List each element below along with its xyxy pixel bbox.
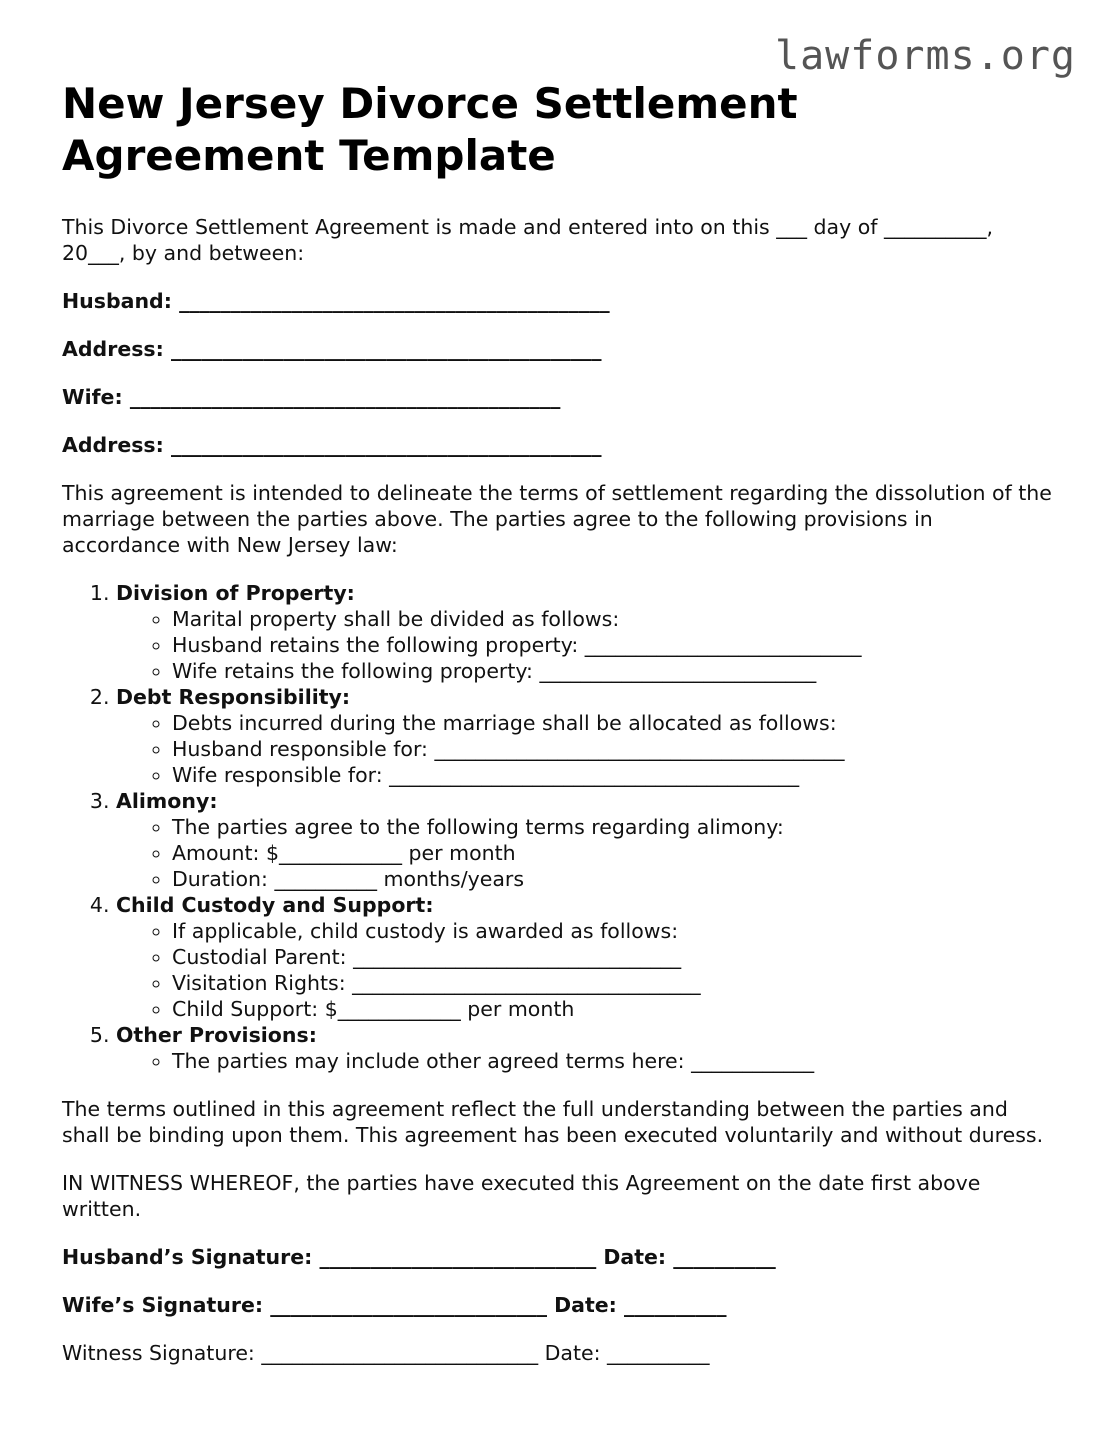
list-item: ◦ The parties agree to the following terms regarding alimony: [172, 814, 1052, 840]
title-line-1: New Jersey Divorce Settlement [62, 79, 798, 128]
section-other-provisions [116, 1022, 1052, 1074]
section-alimony [116, 788, 1052, 892]
list-item: ◦ Husband retains the following property: ___________________________ [172, 632, 1052, 658]
field-label: Address: [62, 433, 164, 457]
brand-watermark: lawforms.org [775, 33, 1076, 79]
field-label: Husband: [62, 289, 172, 313]
field-blank[interactable]: __________________________________________ [170, 337, 602, 361]
field-blank[interactable]: __________________________________________ [170, 433, 602, 457]
field-blank[interactable]: __________________________________________ [129, 385, 561, 409]
list-item: ◦ Amount: $____________ per month [172, 840, 1052, 866]
field-label: Wife: [62, 385, 123, 409]
list-item: ◦ Custodial Parent: ________________________________ [172, 944, 1052, 970]
wife-signature-line[interactable]: Wife’s Signature: ___________________________ Date: __________ [62, 1293, 727, 1317]
list-item: ◦ Duration: __________ months/years [172, 866, 1052, 892]
list-item: ◦ Debts incurred during the marriage shall be allocated as follows: [172, 710, 1052, 736]
husband-address-field[interactable] [62, 336, 1052, 362]
section-title: Division of Property: [116, 581, 355, 605]
section-title: Debt Responsibility: [116, 685, 351, 709]
field-label: Address: [62, 337, 164, 361]
list-item: ◦ If applicable, child custody is awarded as follows: [172, 918, 1052, 944]
section-title: Alimony: [116, 789, 218, 813]
purpose-paragraph: This agreement is intended to delineate the terms of settlement regarding the dissolution of the marriage between the parties above. The parties agree to the following provisions in accordance with New Jersey law: [62, 481, 1052, 557]
document-title [62, 78, 1052, 182]
list-item: ◦ Child Support: $____________ per month [172, 996, 1052, 1022]
section-items [116, 606, 1052, 684]
section-items [116, 710, 1052, 788]
section-title: Child Custody and Support: [116, 893, 434, 917]
section-items [116, 814, 1052, 892]
list-item: ◦ Husband responsible for: ________________________________________ [172, 736, 1052, 762]
section-items [116, 1048, 1052, 1074]
witness-clause: IN WITNESS WHEREOF, the parties have executed this Agreement on the date first above written. [62, 1171, 981, 1221]
section-division-of-property [116, 580, 1052, 684]
binding-paragraph: The terms outlined in this agreement reflect the full understanding between the parties and shall be binding upon them. This agreement has been executed voluntarily and without duress. [62, 1097, 1044, 1147]
husband-signature-line[interactable]: Husband’s Signature: ___________________________ Date: __________ [62, 1245, 776, 1269]
husband-field[interactable] [62, 288, 1052, 314]
wife-field[interactable] [62, 384, 1052, 410]
provisions-list [62, 580, 1052, 1074]
section-child-custody [116, 892, 1052, 1022]
witness-signature-line[interactable]: Witness Signature: ___________________________ Date: __________ [62, 1341, 710, 1365]
section-items [116, 918, 1052, 1022]
list-item: ◦ Wife retains the following property: ___________________________ [172, 658, 1052, 684]
title-line-2: Agreement Template [62, 131, 556, 180]
list-item: ◦ Wife responsible for: ________________________________________ [172, 762, 1052, 788]
list-item: ◦ The parties may include other agreed terms here: ____________ [172, 1048, 1052, 1074]
section-debt-responsibility [116, 684, 1052, 788]
field-blank[interactable]: __________________________________________ [179, 289, 610, 313]
list-item: ◦ Visitation Rights: __________________________________ [172, 970, 1052, 996]
document-page [62, 78, 1052, 1366]
section-title: Other Provisions: [116, 1023, 317, 1047]
list-item: ◦ Marital property shall be divided as follows: [172, 606, 1052, 632]
wife-address-field[interactable] [62, 432, 1052, 458]
intro-paragraph: This Divorce Settlement Agreement is made and entered into on this ___ day of __________, 20___, by and between: [62, 215, 994, 265]
